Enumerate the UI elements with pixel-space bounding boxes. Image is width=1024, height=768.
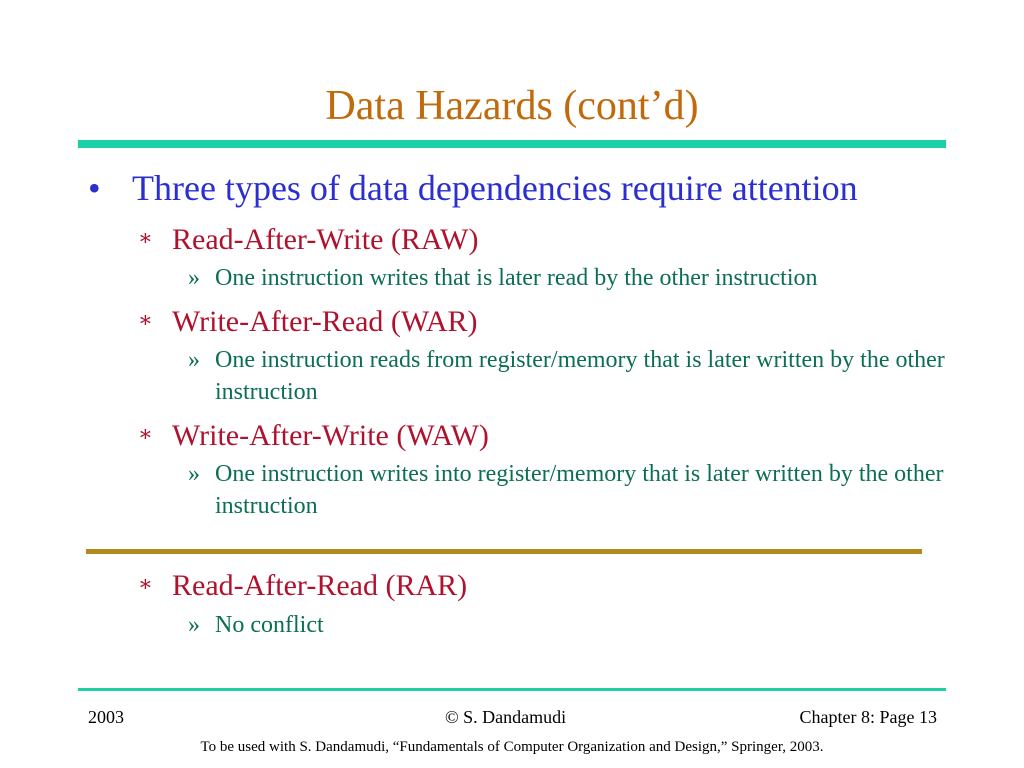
hazard-detail-waw (188, 458, 958, 522)
hazard-item-rar (138, 566, 467, 604)
chevron-marker: » (188, 265, 200, 291)
asterisk-marker: ∗ (138, 571, 153, 596)
title-divider (78, 140, 946, 148)
hazard-item-waw (138, 416, 489, 454)
hazard-detail-text: One instruction writes into register/memory that is later written by the other instruction (215, 461, 944, 519)
chevron-marker: » (188, 461, 200, 487)
hazard-detail-text: One instruction reads from register/memory that is later written by the other instruction (215, 347, 945, 405)
hazard-label: Write-After-Write (WAW) (172, 419, 489, 452)
asterisk-marker: ∗ (138, 307, 153, 332)
hazard-detail-rar (188, 609, 958, 641)
slide-title: Data Hazards (cont’d) (325, 83, 699, 129)
asterisk-marker: ∗ (138, 225, 153, 250)
hazard-label: Read-After-Read (RAR) (172, 569, 468, 602)
footer-year: 2003 (88, 707, 124, 727)
hazard-detail-raw (188, 262, 958, 294)
footer-page-number: Chapter 8: Page 13 (799, 707, 937, 727)
chevron-marker: » (188, 347, 200, 373)
chevron-marker: » (188, 612, 200, 638)
footer-divider (78, 688, 946, 691)
section-divider (86, 549, 922, 554)
hazard-detail-war (188, 344, 958, 408)
main-bullet (88, 166, 858, 210)
hazard-label: Read-After-Write (RAW) (172, 223, 479, 256)
footer-author: © S. Dandamudi (445, 707, 567, 727)
hazard-item-raw (138, 220, 478, 258)
hazard-label: Write-After-Read (WAR) (172, 305, 478, 338)
bullet-marker: • (88, 168, 101, 208)
hazard-detail-text: One instruction writes that is later read by the other instruction (215, 265, 818, 291)
main-bullet-text: Three types of data dependencies require attention (132, 168, 858, 208)
hazard-detail-text: No conflict (215, 612, 324, 638)
hazard-item-war (138, 302, 478, 340)
footer-citation-note: To be used with S. Dandamudi, “Fundamentals of Computer Organization and Design,” Springer, 2003. (200, 739, 824, 755)
asterisk-marker: ∗ (138, 421, 153, 446)
